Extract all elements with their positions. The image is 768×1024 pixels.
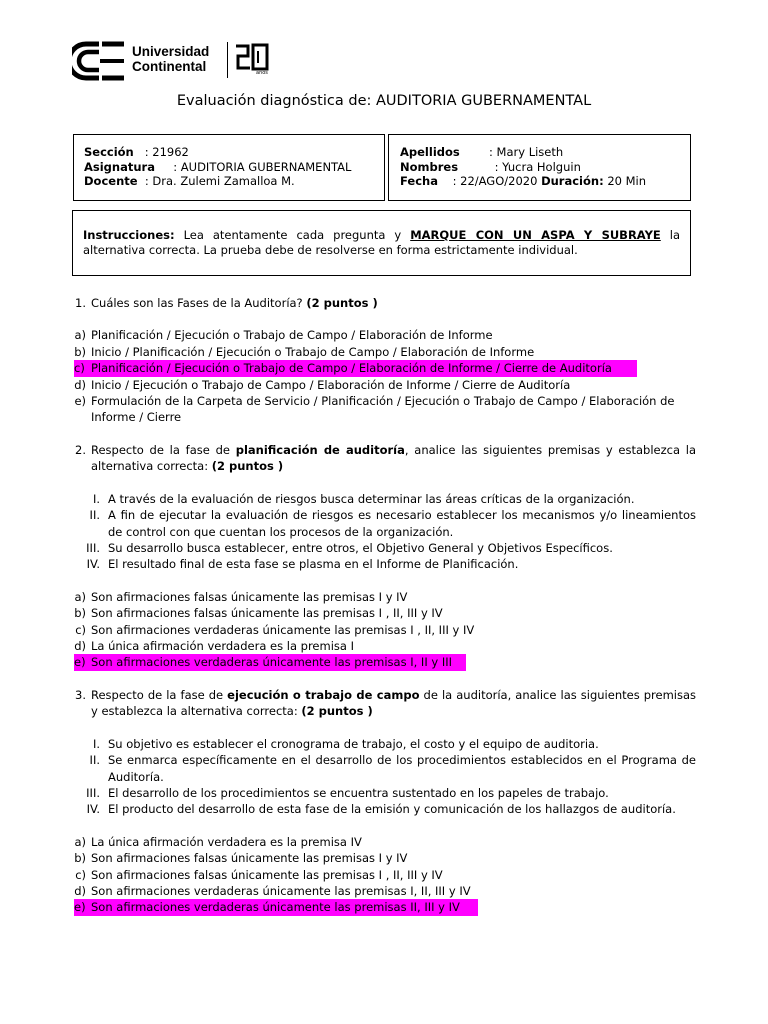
fecha-label: Fecha [400,174,438,188]
asignatura-label: Asignatura [84,159,155,174]
instructions-text-1: Lea atentamente cada pregunta y [183,228,402,242]
premise-row [74,491,696,507]
logo-line-2: Continental [132,59,207,74]
instructions-emphasis: MARQUE CON UN ASPA Y SUBRAYE [410,228,661,242]
option-letter: b) [74,606,86,621]
option-letter: c) [75,867,86,882]
option-text: Son afirmaciones verdaderas únicamente las premisas I , II, III y IV [91,622,475,637]
option-text: Son afirmaciones falsas únicamente las premisas I , II, III y IV [91,606,443,621]
apellidos-value: : Mary Liseth [489,145,564,159]
option-text: Son afirmaciones falsas únicamente las premisas I , II, III y IV [91,867,443,882]
question-3 [74,687,696,916]
continental-logo-icon [72,41,126,81]
duracion-value: 20 Min [607,174,647,188]
question-points: (2 puntos ) [301,704,373,719]
premise-row [74,556,696,572]
seccion-value: : 21962 [144,145,189,159]
option-letter: a) [74,834,86,849]
question-text-2: , analice las siguientes premisas y establezca la alternativa correcta: [91,443,697,474]
instructions-box [72,210,691,276]
question-2 [74,442,696,671]
option-text: Son afirmaciones falsas únicamente las premisas I y IV [91,589,408,604]
docente-label: Docente [84,174,138,188]
logo-anos-text: años [256,70,268,76]
premise-text: A través de la evaluación de riesgos busca determinar las áreas críticas de la organización. [108,491,635,506]
question-bold: planificación de auditoría [235,443,405,457]
apellidos-label: Apellidos [400,145,460,159]
premise-number: III. [86,541,100,556]
option-row[interactable] [74,605,696,621]
option-letter: a) [74,328,86,343]
question-1 [74,295,696,426]
question-number: 2. [75,443,86,457]
question-3-stem [74,687,696,720]
premise-text: A fin de ejecutar la evaluación de riesgos es necesario establecer los mecanismos y/o lineamientos de control con que cuentan los procesos de la organización. [108,508,696,539]
option-letter: e) [74,654,91,670]
option-text: Formulación de la Carpeta de Servicio / Planificación / Ejecución o Trabajo de Campo / Elaboración de Informe / Cierre [91,394,675,425]
premise-text: El desarrollo de los procedimientos se encuentra sustentado en los papeles de trabajo. [108,786,609,801]
question-number: 1. [75,296,86,310]
option-text: Son afirmaciones falsas únicamente las premisas I y IV [91,851,408,866]
option-letter: b) [74,344,86,359]
option-row[interactable] [74,393,696,426]
premise-number: IV. [86,557,100,572]
option-row-selected[interactable] [74,654,696,670]
option-letter: e) [74,394,86,409]
premise-text: Su objetivo es establecer el cronograma de trabajo, el costo y el equipo de auditoria. [108,736,599,751]
option-row[interactable] [74,638,696,654]
premise-row [74,540,696,556]
premise-row [74,507,696,540]
instructions-text-2: la alternativa correcta. La prueba debe de resolverse en forma estrictamente individual. [83,228,681,257]
premise-text: El resultado final de esta fase se plasma en el Informe de Planificación. [108,557,519,572]
option-row[interactable] [74,850,696,866]
logo-line-1: Universidad [132,44,210,59]
student-info-box [388,134,691,201]
university-logo [72,40,272,82]
premise-number: IV. [86,802,100,817]
option-text: La única afirmación verdadera es la premisa I [91,639,354,654]
question-2-stem [74,442,696,475]
instructions-label: Instrucciones: [83,228,175,242]
question-points: (2 puntos ) [211,459,284,474]
premise-number: III. [86,786,100,801]
option-letter: c) [74,360,91,376]
premise-text: Su desarrollo busca establecer, entre otros, el Objetivo General y Objetivos Específicos. [108,541,613,556]
asignatura-value: : AUDITORIA GUBERNAMENTAL [173,159,352,174]
question-text: Cuáles son las Fases de la Auditoría? [91,296,303,310]
premise-row [74,752,696,785]
option-letter: d) [74,639,86,654]
anniversary-20-icon [234,42,270,72]
option-row[interactable] [74,344,696,360]
seccion-label: Sección [84,145,134,159]
option-text: Son afirmaciones verdaderas únicamente las premisas I, II y III [91,655,453,670]
option-letter: d) [74,377,86,392]
option-text: Planificación / Ejecución o Trabajo de Campo / Elaboración de Informe [91,328,493,343]
logo-wordmark [132,44,209,74]
question-1-stem [74,295,696,311]
option-text: Planificación / Ejecución o Trabajo de Campo / Elaboración de Informe / Cierre de Auditoría [91,361,612,376]
premise-text: Se enmarca específicamente en el desarrollo de los procedimientos establecidos en el Programa de Auditoría. [108,753,696,784]
logo-divider [227,42,228,78]
premise-number: I. [92,736,100,751]
premise-row [74,801,696,817]
duracion-label: Duración: [541,174,604,188]
option-row[interactable] [74,589,696,605]
option-text: Inicio / Planificación / Ejecución o Trabajo de Campo / Elaboración de Informe [91,344,535,359]
page-title: Evaluación diagnóstica de: AUDITORIA GUBERNAMENTAL [176,93,592,109]
option-row[interactable] [74,327,696,343]
premise-text: El producto del desarrollo de esta fase de la emisión y comunicación de los hallazgos de auditoría. [108,802,676,817]
premise-row [74,785,696,801]
option-row[interactable] [74,834,696,850]
question-text-1: Respecto de la fase de [91,443,230,457]
premise-number: II. [89,508,100,523]
option-row[interactable] [74,883,696,899]
option-row[interactable] [74,867,696,883]
nombres-label: Nombres [400,159,459,174]
question-text-1: Respecto de la fase de [91,688,224,702]
premise-number: I. [92,491,100,506]
option-text: Son afirmaciones verdaderas únicamente las premisas II, III y IV [91,900,460,915]
option-text: Inicio / Ejecución o Trabajo de Campo / Elaboración de Informe / Cierre de Auditoría [91,377,571,392]
option-text: La única afirmación verdadera es la premisa IV [91,834,362,849]
docente-value: : Dra. Zulemi Zamalloa M. [144,174,295,188]
option-letter: b) [74,851,86,866]
option-text: Son afirmaciones verdaderas únicamente las premisas I, II, III y IV [91,884,471,899]
option-letter: c) [75,622,86,637]
option-row-selected[interactable] [74,899,696,915]
option-row-selected[interactable] [74,360,696,376]
question-number: 3. [75,688,86,702]
question-points: (2 puntos ) [306,296,378,310]
option-letter: e) [74,899,91,915]
question-bold: ejecución o trabajo de campo [227,688,420,702]
option-letter: d) [74,884,86,899]
nombres-value: : Yucra Holguin [494,159,581,174]
premise-row [74,736,696,752]
question-text-2: de la auditoría, analice las siguientes premisas y establezca la alternativa correcta: [91,688,697,719]
course-info-box [73,134,385,201]
option-row[interactable] [74,377,696,393]
fecha-value: : 22/AGO/2020 [452,174,538,188]
premise-number: II. [89,753,100,768]
option-row[interactable] [74,622,696,638]
option-letter: a) [74,589,86,604]
